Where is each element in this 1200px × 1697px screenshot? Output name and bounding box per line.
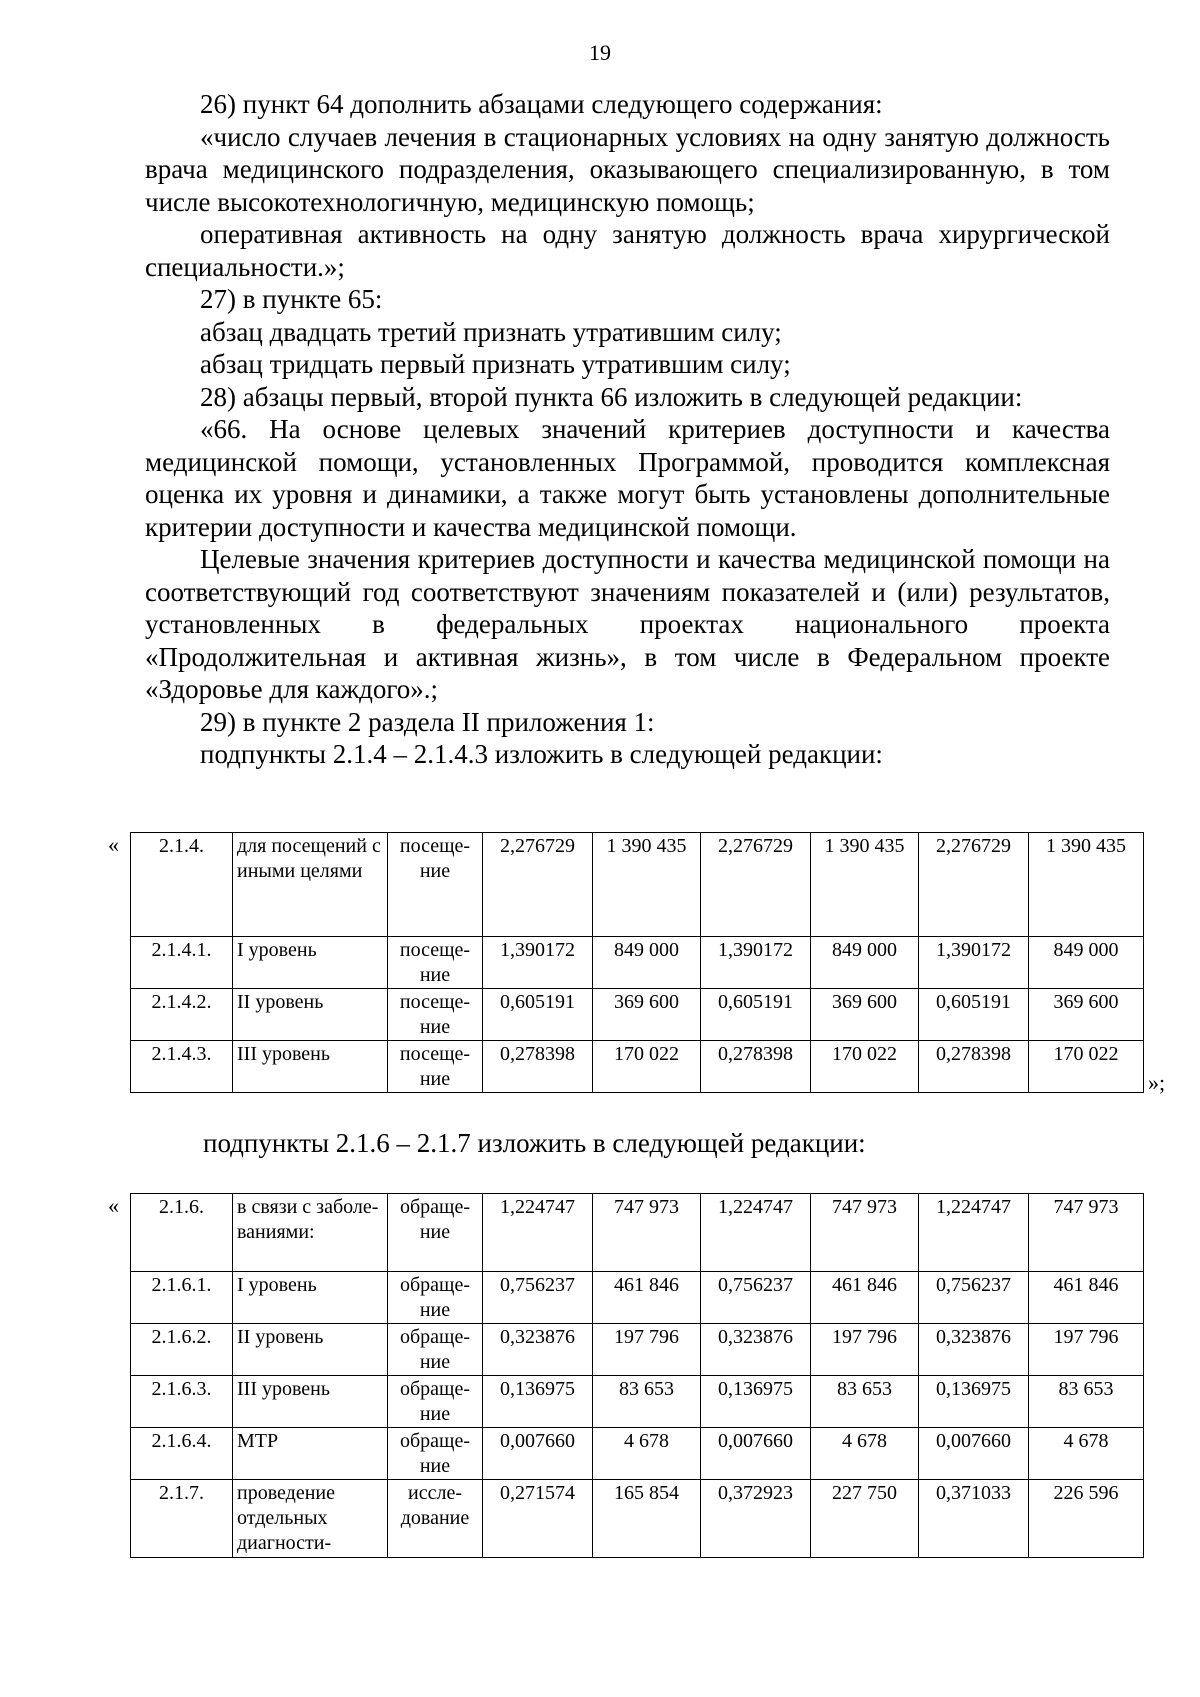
row-unit: обраще-ние bbox=[388, 1194, 483, 1272]
cell-value: 849 000 bbox=[811, 937, 919, 989]
cell-value: 369 600 bbox=[593, 989, 701, 1041]
cell-value: 0,278398 bbox=[701, 1041, 811, 1093]
cell-value: 165 854 bbox=[593, 1480, 701, 1558]
paragraph: подпункты 2.1.4 – 2.1.4.3 изложить в следующей редакции: bbox=[200, 739, 883, 769]
cell-value: 461 846 bbox=[593, 1272, 701, 1324]
cell-value: 170 022 bbox=[1029, 1041, 1144, 1093]
row-number: 2.1.4. bbox=[131, 833, 233, 937]
row-number: 2.1.7. bbox=[131, 1480, 233, 1558]
row-number: 2.1.4.2. bbox=[131, 989, 233, 1041]
row-name: III уровень bbox=[233, 1376, 388, 1428]
cell-value: 197 796 bbox=[811, 1324, 919, 1376]
cell-value: 369 600 bbox=[1029, 989, 1144, 1041]
cell-value: 170 022 bbox=[593, 1041, 701, 1093]
table-row bbox=[131, 1428, 1144, 1480]
table-row bbox=[131, 937, 1144, 989]
cell-value: 227 750 bbox=[811, 1480, 919, 1558]
paragraph: абзац двадцать третий признать утратившим силу; bbox=[200, 316, 782, 347]
cell-value: 0,323876 bbox=[483, 1324, 593, 1376]
cell-value: 4 678 bbox=[593, 1428, 701, 1480]
row-unit: иссле-дование bbox=[388, 1480, 483, 1558]
row-number: 2.1.6.3. bbox=[131, 1376, 233, 1428]
cell-value: 2,276729 bbox=[701, 833, 811, 937]
row-name: II уровень bbox=[233, 1324, 388, 1376]
row-unit: посеще-ние bbox=[388, 1041, 483, 1093]
table-row bbox=[131, 833, 1144, 937]
cell-value: 0,007660 bbox=[483, 1428, 593, 1480]
cell-value: 0,605191 bbox=[919, 989, 1029, 1041]
table-row bbox=[131, 1376, 1144, 1428]
cell-value: 0,756237 bbox=[919, 1272, 1029, 1324]
row-number: 2.1.6.1. bbox=[131, 1272, 233, 1324]
table-1-body bbox=[131, 833, 1144, 1093]
row-unit: посеще-ние bbox=[388, 833, 483, 937]
cell-value: 83 653 bbox=[811, 1376, 919, 1428]
row-unit: посеще-ние bbox=[388, 989, 483, 1041]
row-unit: посеще-ние bbox=[388, 937, 483, 989]
cell-value: 0,372923 bbox=[701, 1480, 811, 1558]
cell-value: 1,390172 bbox=[919, 937, 1029, 989]
cell-value: 197 796 bbox=[593, 1324, 701, 1376]
page-number: 19 bbox=[589, 40, 611, 65]
cell-value: 747 973 bbox=[811, 1194, 919, 1272]
cell-value: 1,224747 bbox=[919, 1194, 1029, 1272]
table-row bbox=[131, 1041, 1144, 1093]
cell-value: 170 022 bbox=[811, 1041, 919, 1093]
paragraph: абзац тридцать первый признать утратившим силу; bbox=[200, 349, 791, 379]
paragraph: «число случаев лечения в стационарных условиях на одну занятую должность врача медицинского подразделения, оказывающего специализированную, в том числе высокотехнологичную, медицинскую помощь; bbox=[145, 121, 1110, 217]
row-name: в связи с заболе-ваниями: bbox=[233, 1194, 388, 1272]
cell-value: 1,224747 bbox=[701, 1194, 811, 1272]
cell-value: 0,278398 bbox=[483, 1041, 593, 1093]
cell-value: 1,390172 bbox=[483, 937, 593, 989]
row-name: I уровень bbox=[233, 1272, 388, 1324]
cell-value: 0,136975 bbox=[701, 1376, 811, 1428]
cell-value: 0,323876 bbox=[919, 1324, 1029, 1376]
cell-value: 461 846 bbox=[811, 1272, 919, 1324]
cell-value: 849 000 bbox=[593, 937, 701, 989]
row-name: проведение отдельных диагности- bbox=[233, 1480, 388, 1558]
row-number: 2.1.6.4. bbox=[131, 1428, 233, 1480]
cell-value: 0,323876 bbox=[701, 1324, 811, 1376]
cell-value: 747 973 bbox=[1029, 1194, 1144, 1272]
cell-value: 0,756237 bbox=[701, 1272, 811, 1324]
cell-value: 849 000 bbox=[1029, 937, 1144, 989]
paragraph: 26) пункт 64 дополнить абзацами следующего содержания: bbox=[200, 89, 883, 119]
row-name: II уровень bbox=[233, 989, 388, 1041]
row-number: 2.1.6. bbox=[131, 1194, 233, 1272]
table1-open-quote: « bbox=[108, 832, 119, 857]
cell-value: 83 653 bbox=[593, 1376, 701, 1428]
cell-value: 4 678 bbox=[1029, 1428, 1144, 1480]
row-name: I уровень bbox=[233, 937, 388, 989]
cell-value: 0,756237 bbox=[483, 1272, 593, 1324]
cell-value: 0,136975 bbox=[919, 1376, 1029, 1428]
table1-close-quote: »; bbox=[1148, 1070, 1166, 1095]
cell-value: 747 973 bbox=[593, 1194, 701, 1272]
cell-value: 83 653 bbox=[1029, 1376, 1144, 1428]
cell-value: 0,605191 bbox=[483, 989, 593, 1041]
cell-value: 226 596 bbox=[1029, 1480, 1144, 1558]
cell-value: 1 390 435 bbox=[593, 833, 701, 937]
cell-value: 0,605191 bbox=[701, 989, 811, 1041]
table-row bbox=[131, 1480, 1144, 1558]
paragraph: Целевые значения критериев доступности и качества медицинской помощи на соответствующий год соответствуют значениям показателей и (или) результатов, установленных в федеральных проектах национального проекта «Продолжительная и активная жизнь», в том числе в Федеральном проекте «Здоровье для каждого».; bbox=[145, 544, 1110, 704]
document-body bbox=[145, 88, 1110, 771]
cell-value: 1 390 435 bbox=[811, 833, 919, 937]
row-unit: обраще-ние bbox=[388, 1272, 483, 1324]
sub-heading: подпункты 2.1.6 – 2.1.7 изложить в следующей редакции: bbox=[203, 1128, 866, 1158]
table-row bbox=[131, 1194, 1144, 1272]
cell-value: 0,136975 bbox=[483, 1376, 593, 1428]
table-row bbox=[131, 989, 1144, 1041]
cell-value: 0,007660 bbox=[919, 1428, 1029, 1480]
row-number: 2.1.4.3. bbox=[131, 1041, 233, 1093]
paragraph: оперативная активность на одну занятую должность врача хирургической специальности.»; bbox=[145, 219, 1110, 282]
table-1 bbox=[130, 832, 1144, 1093]
row-name: МТР bbox=[233, 1428, 388, 1480]
row-unit: обраще-ние bbox=[388, 1324, 483, 1376]
cell-value: 1,224747 bbox=[483, 1194, 593, 1272]
row-unit: обраще-ние bbox=[388, 1376, 483, 1428]
cell-value: 369 600 bbox=[811, 989, 919, 1041]
row-number: 2.1.4.1. bbox=[131, 937, 233, 989]
paragraph: 28) абзацы первый, второй пункта 66 изложить в следующей редакции: bbox=[200, 381, 1023, 412]
cell-value: 2,276729 bbox=[483, 833, 593, 937]
table2-open-quote: « bbox=[108, 1193, 119, 1218]
cell-value: 461 846 bbox=[1029, 1272, 1144, 1324]
paragraph: «66. На основе целевых значений критериев доступности и качества медицинской помощи, установленных Программой, проводится комплексная оценка их уровня и динамики, а также могут быть установлены дополнительные критерии доступности и качества медицинской помощи. bbox=[145, 414, 1110, 542]
cell-value: 0,278398 bbox=[919, 1041, 1029, 1093]
table-row bbox=[131, 1324, 1144, 1376]
cell-value: 197 796 bbox=[1029, 1324, 1144, 1376]
table-2-body bbox=[131, 1194, 1144, 1558]
cell-value: 4 678 bbox=[811, 1428, 919, 1480]
table-row bbox=[131, 1272, 1144, 1324]
row-number: 2.1.6.2. bbox=[131, 1324, 233, 1376]
row-name: III уровень bbox=[233, 1041, 388, 1093]
cell-value: 0,007660 bbox=[701, 1428, 811, 1480]
cell-value: 0,371033 bbox=[919, 1480, 1029, 1558]
row-unit: обраще-ние bbox=[388, 1428, 483, 1480]
cell-value: 0,271574 bbox=[483, 1480, 593, 1558]
cell-value: 2,276729 bbox=[919, 833, 1029, 937]
row-name: для посещений с иными целями bbox=[233, 833, 388, 937]
cell-value: 1 390 435 bbox=[1029, 833, 1144, 937]
paragraph: 27) в пункте 65: bbox=[200, 284, 383, 314]
table-2 bbox=[130, 1193, 1144, 1558]
cell-value: 1,390172 bbox=[701, 937, 811, 989]
paragraph: 29) в пункте 2 раздела II приложения 1: bbox=[200, 706, 655, 737]
